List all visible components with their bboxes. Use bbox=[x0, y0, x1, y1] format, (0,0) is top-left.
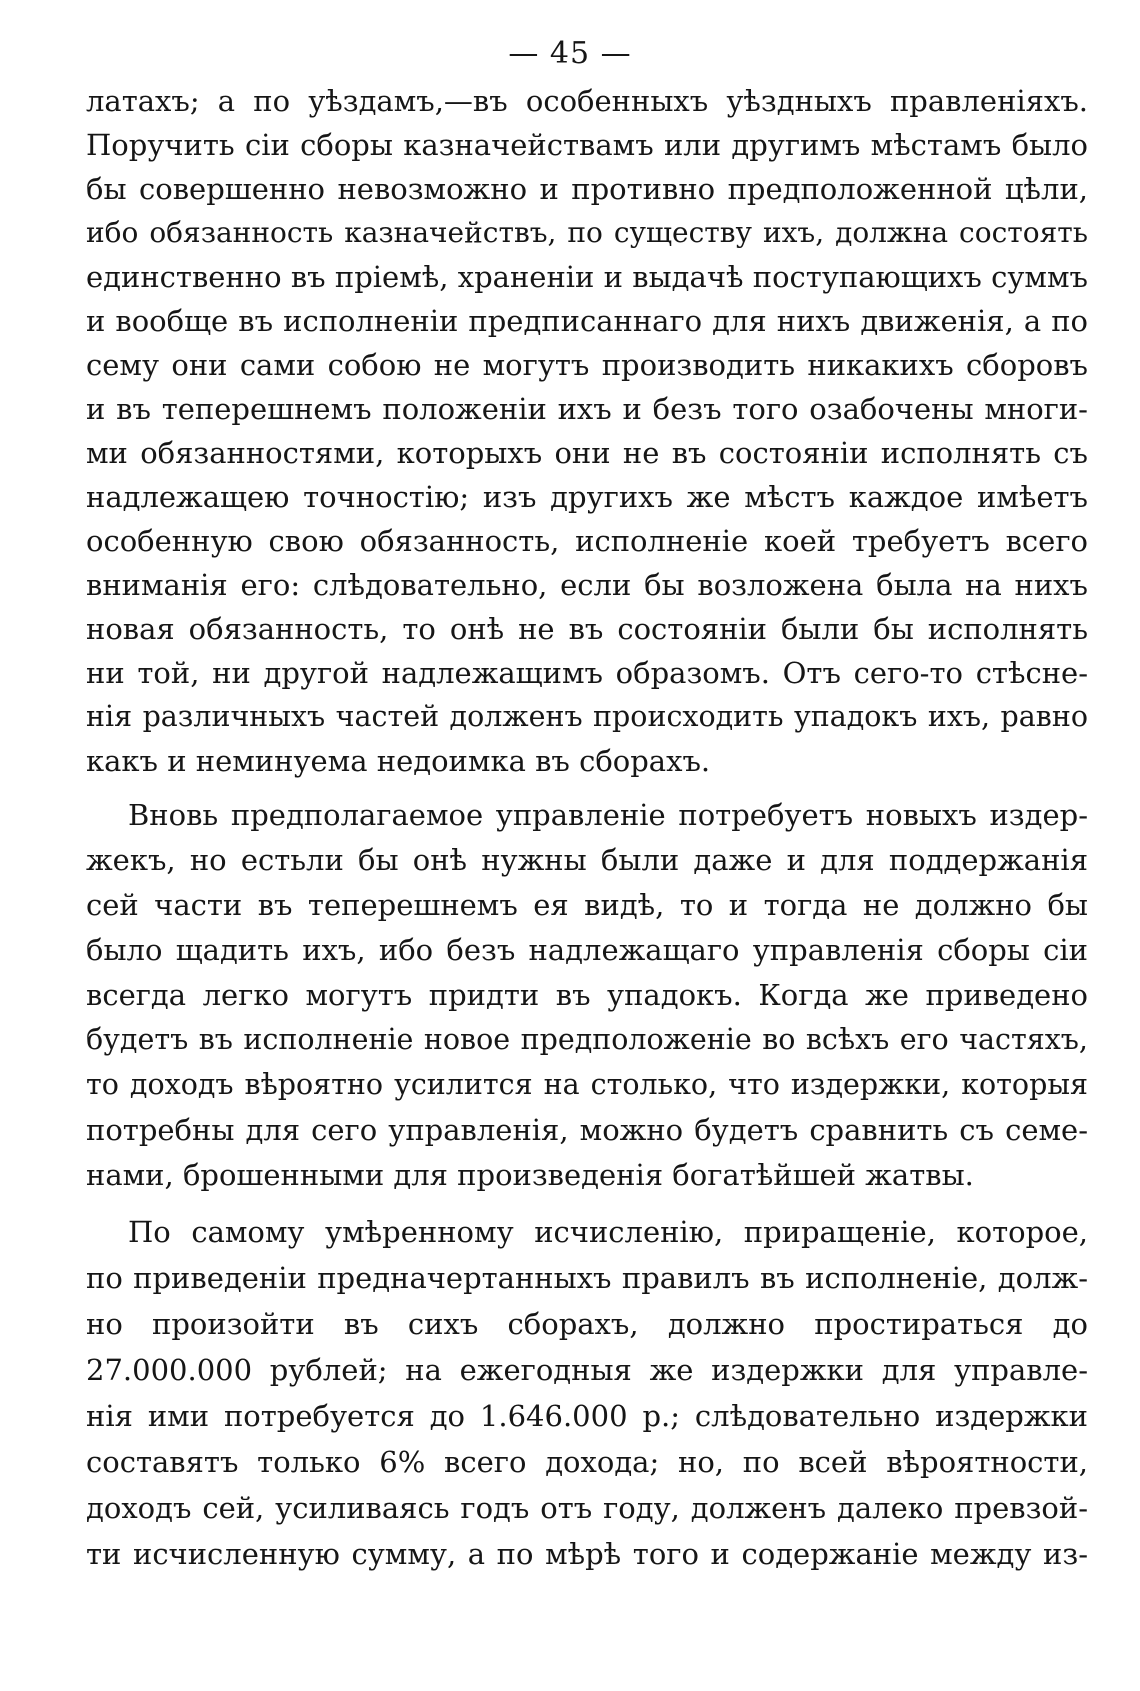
text-line: было щадить ихъ, ибо безъ надлежащаго управленія сборы сіи bbox=[86, 933, 1088, 967]
text-line: нами, брошенными для произведенія богатѣйшей жатвы. bbox=[86, 1158, 974, 1192]
text-line: По самому умѣренному исчисленію, приращеніе, которое, bbox=[128, 1215, 1088, 1249]
text-line: сей части въ теперешнемъ ея видѣ, то и тогда не должно бы bbox=[86, 888, 1088, 922]
text-line: и въ теперешнемъ положеніи ихъ и безъ того озабочены многи- bbox=[86, 392, 1088, 426]
text-line: жекъ, но естьли бы онѣ нужны были даже и для поддержанія bbox=[86, 843, 1088, 877]
text-line: латахъ; а по уѣздамъ,—въ особенныхъ уѣздныхъ правленіяхъ. bbox=[86, 84, 1088, 118]
text-line: Вновь предполагаемое управленіе потребуетъ новыхъ издер- bbox=[128, 798, 1088, 832]
text-line: единственно въ пріемѣ, храненіи и выдачѣ поступающихъ суммъ bbox=[86, 260, 1088, 294]
text-line: сему они сами собою не могутъ производить никакихъ сборовъ bbox=[86, 348, 1088, 382]
text-line: то доходъ вѣроятно усилится на столько, что издержки, которыя bbox=[86, 1068, 1088, 1101]
text-line: по приведеніи предначертанныхъ правилъ въ исполненіе, долж- bbox=[86, 1261, 1088, 1295]
text-line: нія различныхъ частей долженъ происходить упадокъ ихъ, равно bbox=[86, 700, 1088, 733]
text-line: ти исчисленную сумму, а по мѣрѣ того и содержаніе между из- bbox=[86, 1537, 1088, 1571]
text-line: и вообще въ исполненіи предписаннаго для нихъ движенія, а по bbox=[86, 304, 1088, 338]
text-line: новая обязанность, то онѣ не въ состояніи были бы исполнять bbox=[86, 612, 1088, 646]
text-line: бы совершенно невозможно и противно предположенной цѣли, bbox=[86, 172, 1088, 206]
text-line: доходъ сей, усиливаясь годъ отъ году, долженъ далеко превзой- bbox=[86, 1491, 1088, 1525]
text-line: Поручить сіи сборы казначействамъ или другимъ мѣстамъ было bbox=[86, 128, 1088, 162]
text-line: ибо обязанность казначействъ, по существу ихъ, должна состоять bbox=[86, 216, 1088, 249]
text-line: будетъ въ исполненіе новое предположеніе во всѣхъ его частяхъ, bbox=[86, 1023, 1088, 1056]
page-number: — 45 — bbox=[508, 36, 632, 71]
text-line: вниманія его: слѣдовательно, если бы возложена была на нихъ bbox=[86, 568, 1088, 602]
text-line: ни той, ни другой надлежащимъ образомъ. Отъ сего-то стѣсне- bbox=[86, 656, 1088, 690]
text-line: но произойти въ сихъ сборахъ, должно простираться до bbox=[86, 1307, 1088, 1341]
text-line: нія ими потребуется до 1.646.000 р.; слѣдовательно издержки bbox=[86, 1399, 1088, 1433]
text-line: ми обязанностями, которыхъ они не въ состояніи исполнять съ bbox=[86, 436, 1088, 470]
text-line: надлежащею точностію; изъ другихъ же мѣстъ каждое имѣетъ bbox=[86, 480, 1088, 514]
text-line: составятъ только 6% всего дохода; но, по всей вѣроятности, bbox=[86, 1445, 1088, 1479]
text-line: какъ и неминуема недоимка въ сборахъ. bbox=[86, 744, 711, 778]
text-line: потребны для сего управленія, можно будетъ сравнить съ семе- bbox=[86, 1113, 1088, 1147]
text-line: 27.000.000 рублей; на ежегодныя же издержки для управле- bbox=[86, 1353, 1088, 1387]
text-line: особенную свою обязанность, исполненіе коей требуетъ всего bbox=[86, 524, 1088, 558]
text-line: всегда легко могутъ придти въ упадокъ. Когда же приведено bbox=[86, 978, 1088, 1012]
